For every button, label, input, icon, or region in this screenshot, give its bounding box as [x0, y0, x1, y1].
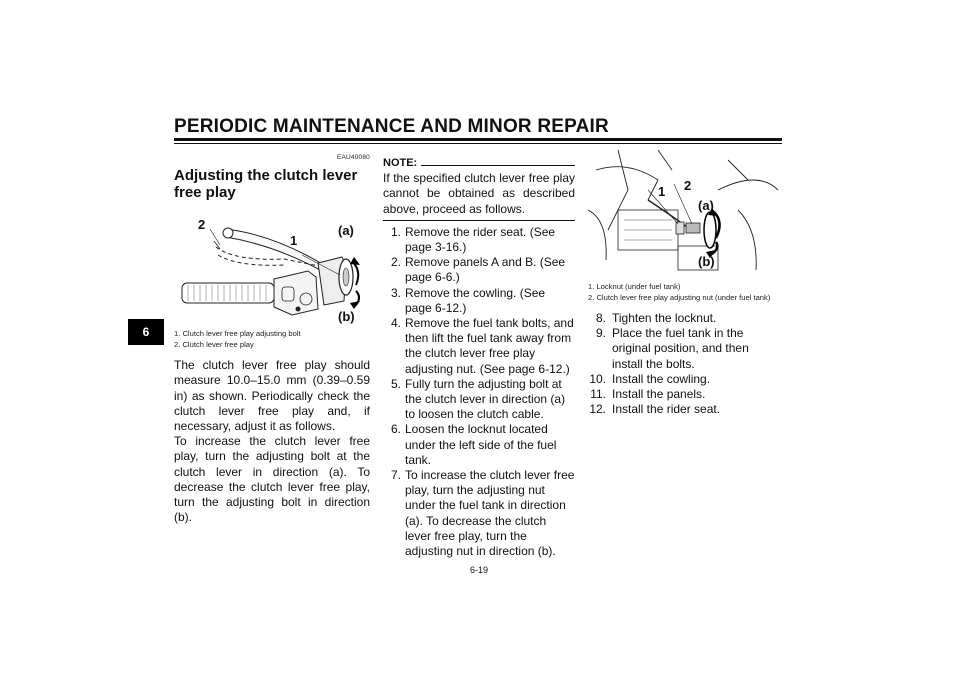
column-3 — [588, 150, 780, 417]
step-2: 2. Remove panels A and B. (See page 6-6.) — [390, 255, 566, 285]
step-7: 7. To increase the clutch lever free play, turn the adjusting nut under the fuel tank in direction (a). To decrease the clutch lever free play, turn the adjusting nut in direction (b). — [390, 468, 575, 559]
step-10: 10. Install the cowling. — [589, 371, 711, 386]
note-text: If the specified clutch lever free play cannot be obtained as described above, proceed as follows. — [383, 171, 575, 216]
figure2-direction-b: (b) — [698, 254, 715, 269]
step-5: 5. Fully turn the adjusting bolt at the clutch lever in direction (a) to loosen the clutch cable. — [390, 376, 566, 422]
step-3: 3. Remove the cowling. (See page 6-12.) — [390, 285, 546, 315]
step-1: 1. Remove the rider seat. (See page 3-16.) — [390, 224, 556, 255]
page-title: PERIODIC MAINTENANCE AND MINOR REPAIR — [174, 116, 609, 137]
header-rule — [174, 138, 782, 141]
paragraph-free-play: The clutch lever free play should measure 10.0–15.0 mm (0.39–0.59 in) as shown. Periodically check the clutch lever free play and, if necessary, adjust it as follows. — [174, 358, 370, 434]
note-heading: NOTE: — [383, 156, 575, 171]
figure1-direction-a: (a) — [338, 223, 354, 239]
step-6: 6. Loosen the locknut located under the left side of the fuel tank. — [390, 422, 557, 467]
page-number: 6-19 — [469, 565, 488, 575]
step-12: 12. Install the rider seat. — [589, 402, 721, 417]
figure1-direction-b: (b) — [338, 309, 355, 325]
figure2-caption-2: 2. Clutch lever free play adjusting nut (under fuel tank) — [588, 292, 771, 302]
figure2-callout-1: 1 — [658, 184, 666, 199]
figure1-callout-2: 2 — [198, 217, 206, 233]
figure2-caption-1: 1. Locknut (under fuel tank) — [588, 282, 681, 291]
figure1-callout-1: 1 — [290, 233, 298, 249]
column-2 — [383, 150, 575, 559]
chapter-tab: 6 — [128, 319, 164, 345]
note-divider — [383, 220, 575, 221]
figure-fuel-tank-adjuster — [588, 150, 780, 278]
figure1-caption-1: 1. Clutch lever free play adjusting bolt — [174, 329, 301, 339]
step-8: 8. Tighten the locknut. — [595, 311, 717, 325]
figure1-captions — [174, 329, 370, 350]
step-11: 11. Install the panels. — [590, 387, 706, 402]
paragraph-adjust: To increase the clutch lever free play, turn the adjusting bolt at the clutch lever in direction (a). To decrease the clutch lever free play, turn the adjusting bolt in direction (b). — [174, 434, 370, 525]
figure2-direction-a: (a) — [698, 198, 714, 213]
header-rule-thin — [174, 143, 782, 144]
section-title: Adjusting the clutch lever free play — [174, 167, 358, 202]
step-9: 9. Place the fuel tank in the original position, and then install the bolts. — [595, 326, 749, 371]
steps-list-continued — [588, 311, 780, 417]
section-code: EAU40080 — [336, 154, 370, 161]
figure-clutch-lever — [174, 205, 370, 325]
column-1 — [174, 150, 370, 525]
steps-list — [383, 225, 575, 559]
figure2-captions — [588, 282, 780, 303]
step-4: 4. Remove the fuel tank bolts, and then lift the fuel tank away from the clutch lever free play adjusting nut. (See page 6-12.) — [390, 316, 574, 376]
adjuster-nut-illustration — [588, 150, 780, 278]
figure1-caption-2: 2. Clutch lever free play — [174, 339, 254, 349]
figure2-callout-2: 2 — [684, 178, 692, 193]
